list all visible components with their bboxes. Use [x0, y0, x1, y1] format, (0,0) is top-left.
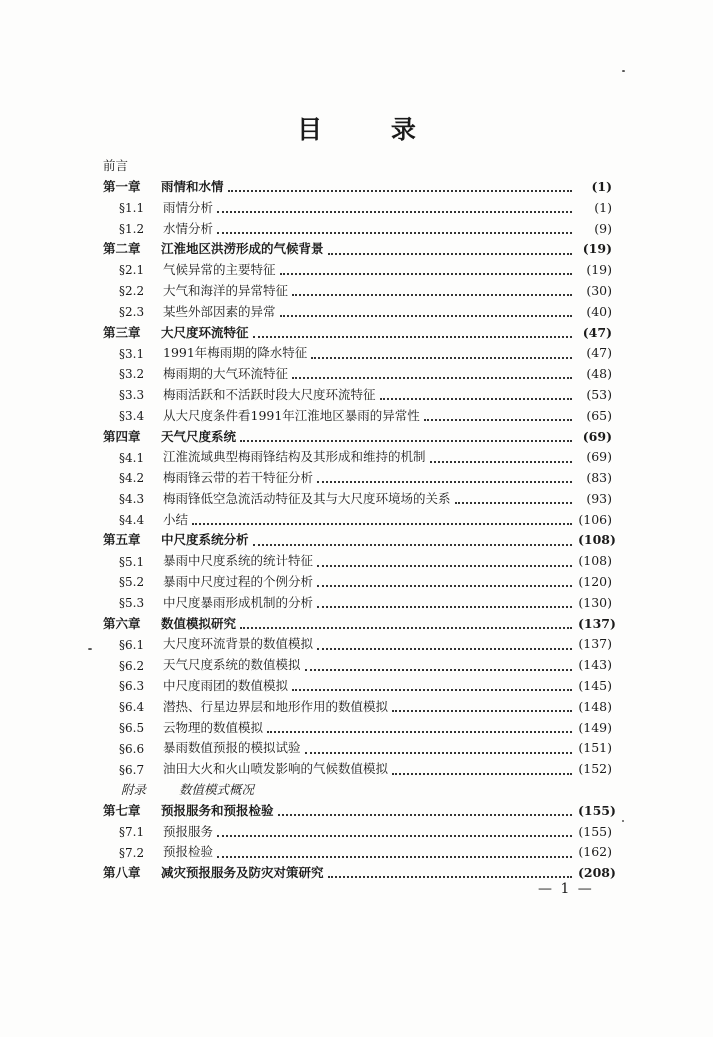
entry-label: §2.1: [119, 263, 145, 278]
dot-leader: [292, 292, 572, 296]
page-number: — 1 —: [538, 881, 594, 897]
entry-label: §6.2: [119, 658, 145, 673]
toc-entry-chapter: [103, 863, 616, 884]
entry-page: (151): [578, 740, 612, 756]
toc-entry-section: [103, 468, 612, 489]
scan-speck: [622, 820, 624, 822]
entry-label: §5.3: [119, 596, 145, 611]
toc-entry-appendix: [103, 780, 612, 801]
entry-title: 中尺度雨团的数值模拟: [163, 678, 289, 694]
toc-entry-section: [103, 343, 612, 364]
entry-title: 云物理的数值模拟: [163, 719, 264, 735]
toc-entry-section: [103, 551, 612, 572]
dot-leader: [217, 209, 572, 213]
entry-title: 气候异常的主要特征: [163, 262, 276, 278]
toc-entry-chapter: [103, 239, 612, 260]
entry-label: 附录: [121, 782, 147, 798]
dot-leader: [317, 646, 572, 650]
scan-speck: [622, 70, 625, 72]
entry-title: 暴雨中尺度系统的统计特征: [163, 553, 314, 569]
dot-leader: [253, 334, 572, 338]
toc-entry-section: [103, 676, 612, 697]
entry-title: 雨情和水情: [161, 178, 224, 194]
dot-leader: [424, 417, 572, 421]
entry-page: (137): [578, 615, 616, 631]
entry-page: (108): [578, 532, 616, 548]
scan-speck: [88, 648, 92, 650]
entry-label: §3.2: [119, 367, 145, 382]
dot-leader: [292, 375, 572, 379]
dot-leader: [311, 355, 572, 359]
toc-entry-section: [103, 718, 612, 739]
entry-label: 第七章: [103, 802, 141, 818]
entry-page: (162): [578, 844, 612, 860]
toc-preface: [103, 156, 612, 177]
entry-label: §5.1: [119, 554, 145, 569]
dot-leader: [317, 604, 572, 608]
entry-page: (143): [578, 657, 612, 673]
entry-label: §1.1: [119, 200, 145, 215]
entry-page: (130): [578, 594, 612, 610]
entry-page: (149): [578, 719, 612, 735]
entry-label: §6.5: [119, 720, 145, 735]
entry-title: 大尺度环流特征: [161, 324, 249, 340]
entry-page: (19): [586, 262, 612, 278]
entry-label: 第八章: [103, 865, 141, 881]
dot-leader: [392, 771, 572, 775]
dot-leader: [278, 812, 572, 816]
entry-page: (83): [586, 470, 612, 486]
entry-page: (19): [582, 241, 612, 257]
entry-label: §3.1: [119, 346, 145, 361]
entry-label: 第六章: [103, 615, 141, 631]
entry-label: 第一章: [103, 178, 141, 194]
entry-page: (155): [578, 823, 612, 839]
entry-label: §4.3: [119, 492, 145, 507]
toc-entry-section: [103, 302, 612, 323]
entry-page: (120): [578, 574, 612, 590]
entry-page: (148): [578, 698, 612, 714]
entry-title: 中尺度暴雨形成机制的分析: [163, 594, 314, 610]
entry-label: §5.2: [119, 575, 145, 590]
entry-page: (152): [578, 761, 612, 777]
entry-label: §1.2: [119, 221, 145, 236]
toc-entry-section: [103, 364, 612, 385]
entry-title: 中尺度系统分析: [161, 532, 249, 548]
dot-leader: [217, 854, 572, 858]
entry-label: 第二章: [103, 241, 141, 257]
entry-page: (106): [578, 511, 612, 527]
entry-title: 天气尺度系统: [161, 428, 237, 444]
entry-page: (145): [578, 678, 612, 694]
entry-page: (48): [586, 366, 612, 382]
entry-label: §2.2: [119, 284, 145, 299]
entry-title: 油田大火和火山喷发影响的气候数值模拟: [163, 761, 389, 777]
toc-entry-section: [103, 738, 612, 759]
entry-label: §2.3: [119, 304, 145, 319]
entry-title: 数值模式概况: [179, 782, 255, 798]
entry-label: §7.2: [119, 845, 145, 860]
entry-page: (93): [586, 490, 612, 506]
entry-title: 数值模拟研究: [161, 615, 237, 631]
entry-label: §6.1: [119, 637, 145, 652]
dot-leader: [240, 438, 572, 442]
dot-leader: [292, 687, 572, 691]
entry-title: 雨情分析: [163, 199, 214, 215]
toc-entry-section: [103, 759, 612, 780]
entry-title: 潜热、行星边界层和地形作用的数值模拟: [163, 698, 389, 714]
preface-label: 前言: [103, 158, 129, 174]
entry-label: §6.3: [119, 679, 145, 694]
entry-title: 水情分析: [163, 220, 214, 236]
entry-title: 天气尺度系统的数值模拟: [163, 657, 301, 673]
entry-label: 第三章: [103, 324, 141, 340]
entry-title: 某些外部因素的异常: [163, 303, 276, 319]
dot-leader: [380, 396, 572, 400]
entry-page: (40): [586, 303, 612, 319]
dot-leader: [280, 313, 572, 317]
entry-title: 预报服务: [163, 823, 214, 839]
entry-page: (108): [578, 553, 612, 569]
dot-leader: [305, 750, 572, 754]
entry-page: (30): [586, 282, 612, 298]
entry-label: §3.4: [119, 408, 145, 423]
toc-entry-chapter: [103, 801, 616, 822]
dot-leader: [317, 583, 572, 587]
table-of-contents: [103, 156, 616, 884]
entry-title: 预报检验: [163, 844, 214, 860]
entry-page: (47): [582, 324, 612, 340]
dot-leader: [328, 251, 572, 255]
dot-leader: [240, 625, 572, 629]
dot-leader: [217, 230, 572, 234]
toc-entry-chapter: [103, 426, 612, 447]
entry-label: §6.4: [119, 700, 145, 715]
entry-title: 梅雨期的大气环流特征: [163, 366, 289, 382]
entry-label: §7.1: [119, 824, 145, 839]
entry-page: (208): [578, 865, 616, 881]
toc-entry-section: [103, 447, 612, 468]
entry-page: (1): [594, 199, 612, 215]
entry-title: 小结: [163, 511, 189, 527]
entry-label: §3.3: [119, 388, 145, 403]
entry-title: 江淮地区洪涝形成的气候背景: [161, 241, 324, 257]
toc-entry-section: [103, 218, 612, 239]
toc-entry-section: [103, 489, 612, 510]
entry-label: 第四章: [103, 428, 141, 444]
entry-page: (69): [582, 428, 612, 444]
entry-page: (69): [586, 449, 612, 465]
dot-leader: [455, 500, 572, 504]
dot-leader: [280, 271, 572, 275]
entry-page: (137): [578, 636, 612, 652]
entry-title: 梅雨锋低空急流活动特征及其与大尺度环境场的关系: [163, 490, 451, 506]
entry-page: (155): [578, 802, 616, 818]
toc-entry-section: [103, 510, 612, 531]
toc-entry-section: [103, 842, 612, 863]
toc-entry-section: [103, 822, 612, 843]
toc-entry-chapter: [103, 177, 612, 198]
dot-leader: [253, 542, 572, 546]
dot-leader: [228, 188, 572, 192]
entry-label: §6.7: [119, 762, 145, 777]
entry-title: 梅雨锋云带的若干特征分析: [163, 470, 314, 486]
toc-entry-section: [103, 406, 612, 427]
dot-leader: [305, 667, 572, 671]
entry-title: 大尺度环流背景的数值模拟: [163, 636, 314, 652]
entry-page: (9): [594, 220, 612, 236]
toc-entry-section: [103, 634, 612, 655]
entry-label: §4.4: [119, 512, 145, 527]
dot-leader: [430, 459, 572, 463]
dot-leader: [317, 563, 572, 567]
entry-page: (53): [586, 386, 612, 402]
entry-title: 从大尺度条件看1991年江淮地区暴雨的异常性: [163, 407, 420, 423]
entry-label: §4.2: [119, 471, 145, 486]
entry-title: 江淮流域典型梅雨锋结构及其形成和维持的机制: [163, 449, 426, 465]
toc-entry-chapter: [103, 614, 616, 635]
entry-title: 暴雨数值预报的模拟试验: [163, 740, 301, 756]
toc-entry-section: [103, 593, 612, 614]
toc-entry-section: [103, 198, 612, 219]
dot-leader: [267, 729, 572, 733]
page-title: 目 录: [297, 115, 446, 144]
entry-page: (1): [591, 178, 612, 194]
entry-page: (65): [586, 407, 612, 423]
entry-title: 预报服务和预报检验: [161, 802, 274, 818]
toc-entry-section: [103, 697, 612, 718]
dot-leader: [192, 521, 572, 525]
dot-leader: [328, 874, 572, 878]
dot-leader: [317, 479, 572, 483]
entry-title: 减灾预报服务及防灾对策研究: [161, 865, 324, 881]
entry-title: 1991年梅雨期的降水特征: [163, 345, 308, 361]
toc-entry-section: [103, 572, 612, 593]
toc-entry-chapter: [103, 322, 612, 343]
entry-label: 第五章: [103, 532, 141, 548]
toc-entry-chapter: [103, 530, 616, 551]
entry-title: 大气和海洋的异常特征: [163, 282, 289, 298]
toc-entry-section: [103, 385, 612, 406]
dot-leader: [217, 833, 572, 837]
toc-entry-section: [103, 655, 612, 676]
entry-page: (47): [586, 345, 612, 361]
dot-leader: [392, 708, 572, 712]
entry-label: §4.1: [119, 450, 145, 465]
toc-entry-section: [103, 281, 612, 302]
toc-entry-section: [103, 260, 612, 281]
entry-title: 暴雨中尺度过程的个例分析: [163, 574, 314, 590]
entry-title: 梅雨活跃和不活跃时段大尺度环流特征: [163, 386, 376, 402]
entry-label: §6.6: [119, 741, 145, 756]
